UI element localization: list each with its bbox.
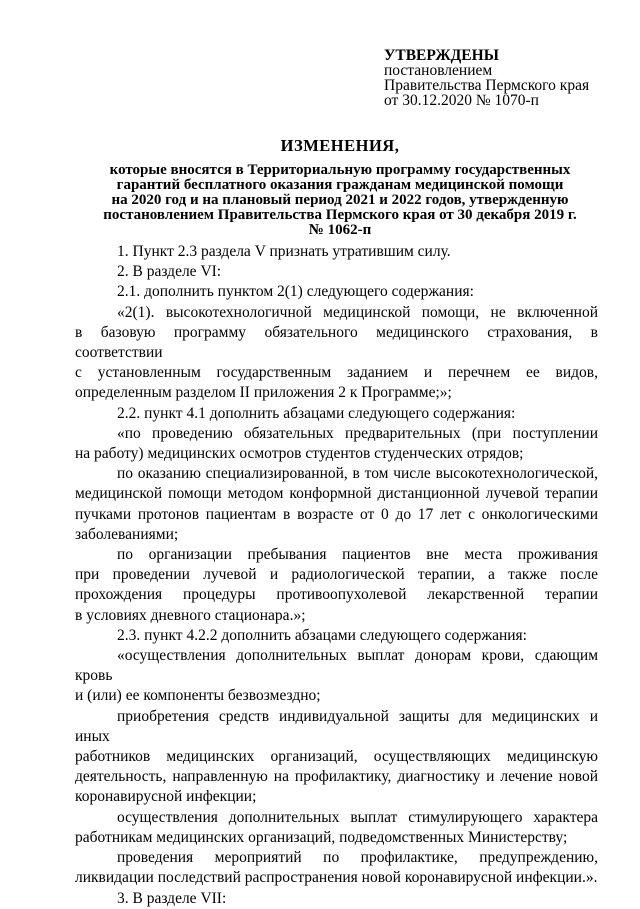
paragraph-line: прохождения процедуры противоопухолевой лекарственной терапии	[75, 586, 598, 604]
document-subtitle	[80, 163, 600, 238]
paragraph-5: 2.2. пункт 4.1 дополнить абзацами следующего содержания:	[117, 404, 516, 422]
paragraph-line: медицинской помощи методом конформной дистанционной лучевой терапии	[75, 485, 598, 503]
paragraph-12	[75, 808, 598, 848]
paragraph-13	[75, 848, 598, 888]
paragraph-line: коронавирусной инфекции;	[75, 788, 257, 806]
paragraph-line: работникам медицинских организаций, подведомственных Министерству;	[75, 828, 568, 846]
document-title: ИЗМЕНЕНИЯ,	[280, 136, 400, 155]
approval-title: УТВЕРЖДЕНЫ	[384, 47, 499, 64]
subtitle-line: на 2020 год и на плановый период 2021 и 2022 годов, утвержденную	[111, 192, 569, 208]
paragraph-line: в базовую программу обязательного медицинского страхования, в соответствии	[75, 323, 598, 362]
paragraph-9: 2.3. пункт 4.2.2 дополнить абзацами следующего содержания:	[117, 626, 527, 644]
paragraph-14: 3. В разделе VII:	[117, 889, 227, 907]
document-heading	[80, 136, 600, 238]
paragraph-7	[75, 464, 598, 545]
paragraph-line: работников медицинских организаций, осуществляющих медицинскую	[75, 748, 598, 766]
paragraph-3: 2.1. дополнить пунктом 2(1) следующего содержания:	[117, 283, 474, 301]
paragraph-line: по оказанию специализированной, в том числе высокотехнологической,	[117, 465, 598, 483]
paragraph-11	[75, 707, 598, 808]
paragraph-line: «2(1). высокотехнологичной медицинской помощи, не включенной	[117, 303, 598, 321]
paragraph-line: ликвидации последствий распространения новой коронавирусной инфекции.».	[75, 869, 598, 887]
paragraph-line: на работу) медицинских осмотров студентов студенческих отрядов;	[75, 445, 524, 463]
paragraph-line: определенным разделом II приложения 2 к Программе;»;	[75, 384, 452, 402]
paragraph-line: с установленным государственным заданием и перечнем ее видов,	[75, 364, 598, 382]
paragraph-line: в условиях дневного стационара.»;	[75, 606, 306, 624]
paragraph-line: «по проведению обязательных предварительных (при поступлении	[117, 424, 598, 442]
subtitle-line: которые вносятся в Территориальную программу государственных	[109, 162, 571, 178]
subtitle-line: № 1062-п	[308, 222, 372, 238]
paragraph-line: и (или) ее компоненты безвозмездно;	[75, 687, 321, 705]
paragraph-line: проведения мероприятий по профилактике, предупреждению,	[117, 849, 598, 867]
document-body	[75, 242, 598, 909]
approval-line-3: от 30.12.2020 № 1070-п	[384, 92, 539, 109]
paragraph-8	[75, 545, 598, 626]
subtitle-line: гарантий бесплатного оказания гражданам медицинской помощи	[116, 177, 564, 193]
paragraph-line: заболеваниями;	[75, 525, 179, 543]
paragraph-10	[75, 646, 598, 707]
paragraph-line: пучками протонов пациентам в возрасте от 0 до 17 лет с онкологическими	[75, 505, 598, 523]
approval-stamp	[384, 48, 589, 108]
paragraph-line: «осуществления дополнительных выплат донорам крови, сдающим кровь	[75, 647, 598, 685]
paragraph-4	[75, 303, 598, 404]
paragraph-2: 2. В разделе VI:	[117, 263, 222, 281]
paragraph-6	[75, 424, 598, 464]
approval-line-1: постановлением	[384, 62, 493, 79]
subtitle-line: постановлением Правительства Пермского края от 30 декабря 2019 г.	[103, 207, 577, 223]
paragraph-line: при проведении лучевой и радиологической терапии, а также после	[75, 566, 598, 584]
paragraph-1: 1. Пункт 2.3 раздела V признать утратившим силу.	[117, 243, 451, 260]
paragraph-line: по организации пребывания пациентов вне места проживания	[117, 546, 598, 564]
paragraph-line: приобретения средств индивидуальной защиты для медицинских и иных	[75, 707, 598, 745]
paragraph-line: деятельность, направленную на профилактику, диагностику и лечение новой	[75, 768, 598, 786]
approval-line-2: Правительства Пермского края	[384, 77, 590, 94]
paragraph-line: осуществления дополнительных выплат стимулирующего характера	[117, 808, 598, 826]
